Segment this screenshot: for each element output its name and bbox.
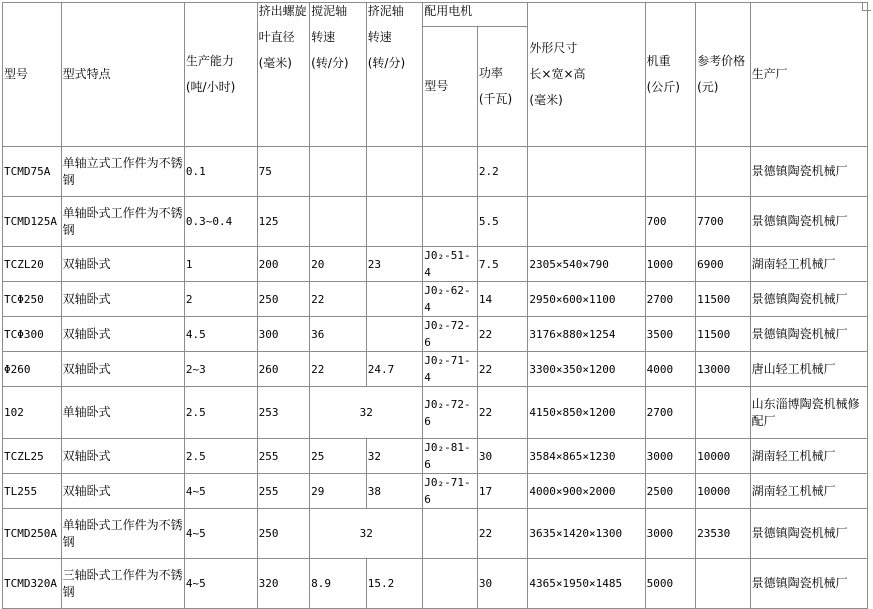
table-row (3, 282, 868, 317)
cell-price: 10000 (696, 474, 751, 509)
cell-dims: 4365×1950×1485 (528, 559, 645, 609)
cell-capacity: 0.3~0.4 (184, 197, 257, 247)
cell-screw: 255 (257, 439, 310, 474)
cell-maker: 景德镇陶瓷机械厂 (750, 282, 867, 317)
cell-feature: 三轴卧式工作件为不锈钢 (61, 559, 184, 609)
cell-extruder: 38 (366, 474, 423, 509)
spec-table (2, 2, 868, 609)
cell-motor-model (423, 509, 478, 559)
cell-price: 13000 (696, 352, 751, 387)
cell-feature: 单轴卧式 (61, 387, 184, 439)
cell-weight: 3000 (645, 439, 696, 474)
cell-mixer: 22 (310, 352, 367, 387)
cell-price: 10000 (696, 439, 751, 474)
cell-price: 23530 (696, 509, 751, 559)
cell-maker: 景德镇陶瓷机械厂 (750, 509, 867, 559)
cell-price: 7700 (696, 197, 751, 247)
cell-power: 22 (477, 509, 528, 559)
cell-model: TCMD75A (3, 147, 62, 197)
table-row (3, 387, 868, 439)
cell-motor-model (423, 559, 478, 609)
cell-screw: 320 (257, 559, 310, 609)
cell-weight: 3000 (645, 509, 696, 559)
cell-model: Φ260 (3, 352, 62, 387)
cell-screw: 250 (257, 509, 310, 559)
cell-feature: 双轴卧式 (61, 474, 184, 509)
cell-model: TCΦ300 (3, 317, 62, 352)
cell-dims (528, 197, 645, 247)
cell-model: TCZL20 (3, 247, 62, 282)
header-price: 参考价格 (元) (696, 3, 751, 147)
cell-extruder: 32 (366, 439, 423, 474)
cell-screw: 200 (257, 247, 310, 282)
cell-capacity: 4~5 (184, 559, 257, 609)
header-dims: 外形尺寸 长×宽×高 (毫米) (528, 3, 645, 147)
cell-capacity: 2~3 (184, 352, 257, 387)
cell-power: 5.5 (477, 197, 528, 247)
cell-dims: 3635×1420×1300 (528, 509, 645, 559)
cell-maker: 湖南轻工机械厂 (750, 474, 867, 509)
cell-feature: 双轴卧式 (61, 439, 184, 474)
cell-weight: 1000 (645, 247, 696, 282)
cell-motor-model: J0₂-81-6 (423, 439, 478, 474)
header-row-1 (3, 3, 868, 27)
cell-motor-model: J0₂-72-6 (423, 317, 478, 352)
cell-maker: 湖南轻工机械厂 (750, 439, 867, 474)
cell-maker: 山东淄博陶瓷机械修配厂 (750, 387, 867, 439)
cell-screw: 125 (257, 197, 310, 247)
header-mixer-speed: 搅泥轴 转速 (转/分) (310, 3, 367, 147)
cell-mixer-extruder-speed: 32 (310, 387, 423, 439)
cell-price: 6900 (696, 247, 751, 282)
cell-screw: 75 (257, 147, 310, 197)
cell-power: 7.5 (477, 247, 528, 282)
header-weight: 机重 (公斤) (645, 3, 696, 147)
cell-mixer: 8.9 (310, 559, 367, 609)
header-model: 型号 (3, 3, 62, 147)
cell-capacity: 4~5 (184, 509, 257, 559)
cell-dims: 4000×900×2000 (528, 474, 645, 509)
table-row (3, 439, 868, 474)
table-row (3, 509, 868, 559)
cell-mixer: 20 (310, 247, 367, 282)
header-screw: 挤出螺旋 叶直径 (毫米) (257, 3, 310, 147)
cell-weight: 700 (645, 197, 696, 247)
cell-model: TCMD250A (3, 509, 62, 559)
cell-weight: 2500 (645, 474, 696, 509)
cell-mixer (310, 147, 367, 197)
cell-price: 11500 (696, 317, 751, 352)
cell-feature: 双轴卧式 (61, 247, 184, 282)
cell-model: TCMD320A (3, 559, 62, 609)
cell-dims: 2305×540×790 (528, 247, 645, 282)
cell-model: 102 (3, 387, 62, 439)
cell-screw: 253 (257, 387, 310, 439)
cell-feature: 单轴立式工作件为不锈钢 (61, 147, 184, 197)
header-motor-power: 功率 (千瓦) (477, 27, 528, 147)
header-maker: 生产厂 (750, 3, 867, 147)
cell-weight: 2700 (645, 387, 696, 439)
cell-weight: 3500 (645, 317, 696, 352)
header-motor: 配用电机 (423, 3, 528, 27)
cell-model: TCMD125A (3, 197, 62, 247)
cell-maker: 唐山轻工机械厂 (750, 352, 867, 387)
cell-power: 14 (477, 282, 528, 317)
table-row (3, 352, 868, 387)
cell-extruder: 15.2 (366, 559, 423, 609)
cell-dims: 3176×880×1254 (528, 317, 645, 352)
cell-weight: 4000 (645, 352, 696, 387)
header-capacity: 生产能力 (吨/小时) (184, 3, 257, 147)
table-row (3, 474, 868, 509)
cell-screw: 250 (257, 282, 310, 317)
table-row (3, 559, 868, 609)
cell-feature: 双轴卧式 (61, 317, 184, 352)
cell-extruder (366, 147, 423, 197)
cell-dims: 2950×600×1100 (528, 282, 645, 317)
cell-feature: 双轴卧式 (61, 282, 184, 317)
cell-mixer: 29 (310, 474, 367, 509)
cell-capacity: 1 (184, 247, 257, 282)
cell-model: TCΦ250 (3, 282, 62, 317)
cell-extruder (366, 282, 423, 317)
cell-feature: 单轴卧式工作件为不锈钢 (61, 509, 184, 559)
cell-capacity: 2.5 (184, 387, 257, 439)
table-row (3, 197, 868, 247)
cell-weight: 2700 (645, 282, 696, 317)
cell-screw: 300 (257, 317, 310, 352)
cell-capacity: 2.5 (184, 439, 257, 474)
cell-power: 2.2 (477, 147, 528, 197)
cell-maker: 景德镇陶瓷机械厂 (750, 197, 867, 247)
cell-motor-model: J0₂-72-6 (423, 387, 478, 439)
cell-mixer (310, 197, 367, 247)
cell-price (696, 387, 751, 439)
cell-dims: 4150×850×1200 (528, 387, 645, 439)
cell-power: 22 (477, 352, 528, 387)
cell-power: 30 (477, 439, 528, 474)
table-row (3, 147, 868, 197)
header-extruder-speed: 挤泥轴 转速 (转/分) (366, 3, 423, 147)
cell-motor-model (423, 147, 478, 197)
corner-mark (862, 2, 871, 11)
cell-capacity: 4.5 (184, 317, 257, 352)
cell-maker: 景德镇陶瓷机械厂 (750, 147, 867, 197)
cell-capacity: 2 (184, 282, 257, 317)
cell-dims: 3300×350×1200 (528, 352, 645, 387)
cell-extruder (366, 197, 423, 247)
header-feature: 型式特点 (61, 3, 184, 147)
cell-model: TCZL25 (3, 439, 62, 474)
cell-maker: 景德镇陶瓷机械厂 (750, 317, 867, 352)
cell-motor-model: J0₂-62-4 (423, 282, 478, 317)
cell-mixer: 36 (310, 317, 367, 352)
cell-motor-model: J0₂-71-6 (423, 474, 478, 509)
cell-capacity: 4~5 (184, 474, 257, 509)
cell-price (696, 559, 751, 609)
cell-dims (528, 147, 645, 197)
cell-screw: 255 (257, 474, 310, 509)
cell-weight (645, 147, 696, 197)
cell-price (696, 147, 751, 197)
cell-mixer-extruder-speed: 32 (310, 509, 423, 559)
cell-motor-model (423, 197, 478, 247)
table-row (3, 247, 868, 282)
cell-power: 22 (477, 317, 528, 352)
cell-power: 30 (477, 559, 528, 609)
cell-maker: 湖南轻工机械厂 (750, 247, 867, 282)
cell-mixer: 22 (310, 282, 367, 317)
cell-power: 22 (477, 387, 528, 439)
cell-dims: 3584×865×1230 (528, 439, 645, 474)
header-motor-model: 型号 (423, 27, 478, 147)
cell-motor-model: J0₂-51-4 (423, 247, 478, 282)
cell-maker: 景德镇陶瓷机械厂 (750, 559, 867, 609)
cell-power: 17 (477, 474, 528, 509)
table-row (3, 317, 868, 352)
cell-capacity: 0.1 (184, 147, 257, 197)
cell-weight: 5000 (645, 559, 696, 609)
cell-feature: 双轴卧式 (61, 352, 184, 387)
cell-mixer: 25 (310, 439, 367, 474)
cell-motor-model: J0₂-71-4 (423, 352, 478, 387)
cell-extruder (366, 317, 423, 352)
cell-screw: 260 (257, 352, 310, 387)
cell-model: TL255 (3, 474, 62, 509)
cell-extruder: 23 (366, 247, 423, 282)
cell-price: 11500 (696, 282, 751, 317)
cell-extruder: 24.7 (366, 352, 423, 387)
cell-feature: 单轴卧式工作件为不锈钢 (61, 197, 184, 247)
